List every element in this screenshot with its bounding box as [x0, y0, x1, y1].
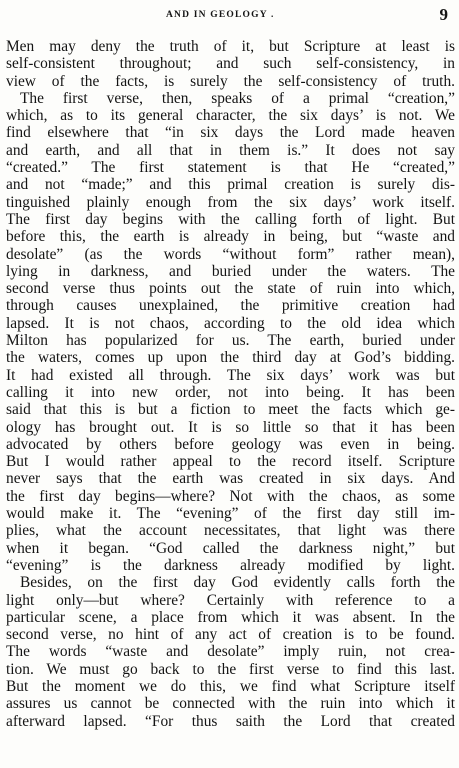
text-line: before this, the earth is already in being, but “waste and — [6, 228, 455, 246]
text-line: tion. We must go back to the first verse to find this last. — [6, 660, 455, 678]
text-line: and earth, and all that in them is.” It does not say — [6, 141, 455, 159]
text-line: advocated by others before geology was even in being. — [6, 435, 455, 453]
text-line: particular scene, a place from which it was absent. In the — [6, 608, 455, 626]
text-line: second verse thus points out the state of ruin into which, — [6, 280, 455, 298]
text-line: assures us cannot be connected with the ruin into which it — [6, 695, 455, 713]
text-line: the waters, comes up upon the third day at God’s bidding. — [6, 349, 455, 367]
text-line: light only—but where? Certainly with reference to a — [6, 591, 455, 609]
text-line: and not “made;” and this primal creation is surely dis- — [6, 176, 455, 194]
text-line: desolate” (as the words “without form” rather mean), — [6, 245, 455, 263]
text-line: when it began. “God called the darkness night,” but — [6, 539, 455, 557]
text-line: Men may deny the truth of it, but Scripture at least is — [6, 38, 455, 55]
text-line: lying in darkness, and buried under the waters. The — [6, 262, 455, 280]
text-line: afterward lapsed. “For thus saith the Lord that created — [6, 712, 455, 730]
text-line: find elsewhere that “in six days the Lord made heaven — [6, 124, 455, 142]
text-line: ology has brought out. It is so little so that it has been — [6, 418, 455, 436]
text-line: It had existed all through. The six days’ work was but — [6, 366, 455, 384]
text-line: But the moment we do this, we find what Scripture itself — [6, 677, 455, 695]
text-line: calling it into new order, not into being. It has been — [6, 383, 455, 401]
running-header — [6, 6, 451, 28]
text-line: Milton has popularized for us. The earth, buried under — [6, 332, 455, 350]
text-line: would make it. The “evening” of the first day still im- — [6, 505, 455, 523]
text-line: The first day begins with the calling forth of light. But — [6, 210, 455, 228]
text-line: The words “waste and desolate” imply ruin, not crea- — [6, 643, 455, 661]
text-line: never says that the earth was created in six days. And — [6, 470, 455, 488]
text-line: the first day begins—where? Not with the chaos, as some — [6, 487, 455, 505]
text-line: lapsed. It is not chaos, according to the old idea which — [6, 314, 455, 332]
body-text — [6, 38, 455, 730]
text-line: said that this is but a fiction to meet the facts which ge- — [6, 401, 455, 419]
text-line: “created.” The first statement is that He “created,” — [6, 159, 455, 177]
running-title: AND IN GEOLOGY . — [166, 10, 275, 20]
text-line: But I would rather appeal to the record itself. Scripture — [6, 453, 455, 471]
text-line: The first verse, then, speaks of a primal “creation,” — [20, 89, 455, 107]
text-line: view of the facts, is surely the self-consistency of truth. — [6, 72, 455, 90]
page-number: 9 — [439, 5, 448, 24]
text-line: second verse, no hint of any act of creation is to be found. — [6, 626, 455, 644]
text-line: Besides, on the first day God evidently calls forth the — [20, 574, 455, 592]
text-line: plies, what the account necessitates, that light was there — [6, 522, 455, 540]
text-line: tinguished plainly enough from the six days’ work itself. — [6, 193, 455, 211]
text-line: “evening” is the darkness already modified by light. — [6, 556, 455, 574]
text-line: which, as to its general character, the six days’ is not. We — [6, 107, 455, 125]
text-line: through causes unexplained, the primitive creation had — [6, 297, 455, 315]
text-line: self-consistent throughout; and such self-consistency, in — [6, 55, 455, 73]
